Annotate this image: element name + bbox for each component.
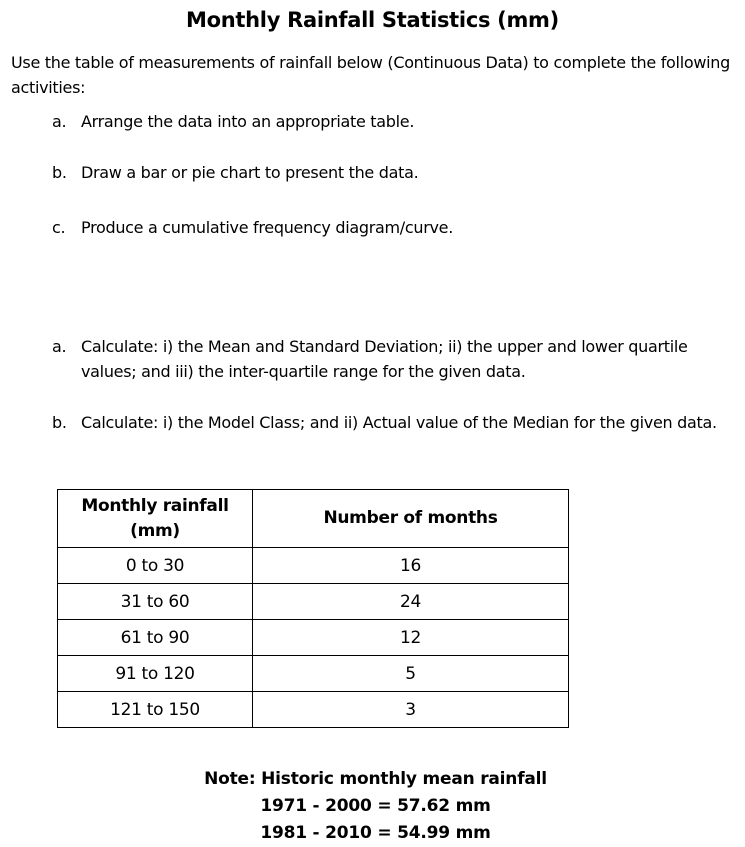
months-count-cell: 5	[253, 656, 569, 692]
months-count-cell: 24	[253, 584, 569, 620]
intro-paragraph: Use the table of measurements of rainfall below (Continuous Data) to complete the following activities:	[11, 53, 730, 97]
activity-marker: b.	[52, 163, 67, 182]
column-header-rainfall: Monthly rainfall (mm)	[58, 490, 253, 548]
activity-text: Calculate: i) the Model Class; and ii) Actual value of the Median for the given data.	[81, 413, 717, 432]
table-row	[58, 692, 569, 728]
rainfall-range-cell: 61 to 90	[58, 620, 253, 656]
table-row	[58, 584, 569, 620]
table-row	[58, 548, 569, 584]
rainfall-range-cell: 31 to 60	[58, 584, 253, 620]
activity-marker: c.	[52, 218, 66, 237]
table-row	[58, 620, 569, 656]
column-header-months: Number of months	[253, 490, 569, 548]
rainfall-range-cell: 0 to 30	[58, 548, 253, 584]
rainfall-range-cell: 121 to 150	[58, 692, 253, 728]
months-count-cell: 16	[253, 548, 569, 584]
activity-text: Calculate: i) the Mean and Standard Deviation; ii) the upper and lower quartile values; and iii) the inter-quartile range for the given data.	[81, 337, 688, 381]
table-row	[58, 656, 569, 692]
activity-text: Arrange the data into an appropriate table.	[81, 112, 415, 131]
rainfall-table	[57, 489, 569, 728]
note-heading: Note: Historic monthly mean rainfall	[204, 769, 547, 789]
historic-note	[0, 766, 745, 847]
page-title: Monthly Rainfall Statistics (mm)	[186, 8, 559, 32]
months-count-cell: 12	[253, 620, 569, 656]
months-count-cell: 3	[253, 692, 569, 728]
activity-text: Produce a cumulative frequency diagram/curve.	[81, 218, 454, 237]
activity-marker: a.	[52, 112, 67, 131]
activity-marker: b.	[52, 413, 67, 432]
activity-marker: a.	[52, 337, 67, 356]
rainfall-range-cell: 91 to 120	[58, 656, 253, 692]
note-line: 1981 - 2010 = 54.99 mm	[260, 823, 491, 843]
activity-text: Draw a bar or pie chart to present the data.	[81, 163, 419, 182]
note-line: 1971 - 2000 = 57.62 mm	[260, 796, 491, 816]
table-header-row	[58, 490, 569, 548]
